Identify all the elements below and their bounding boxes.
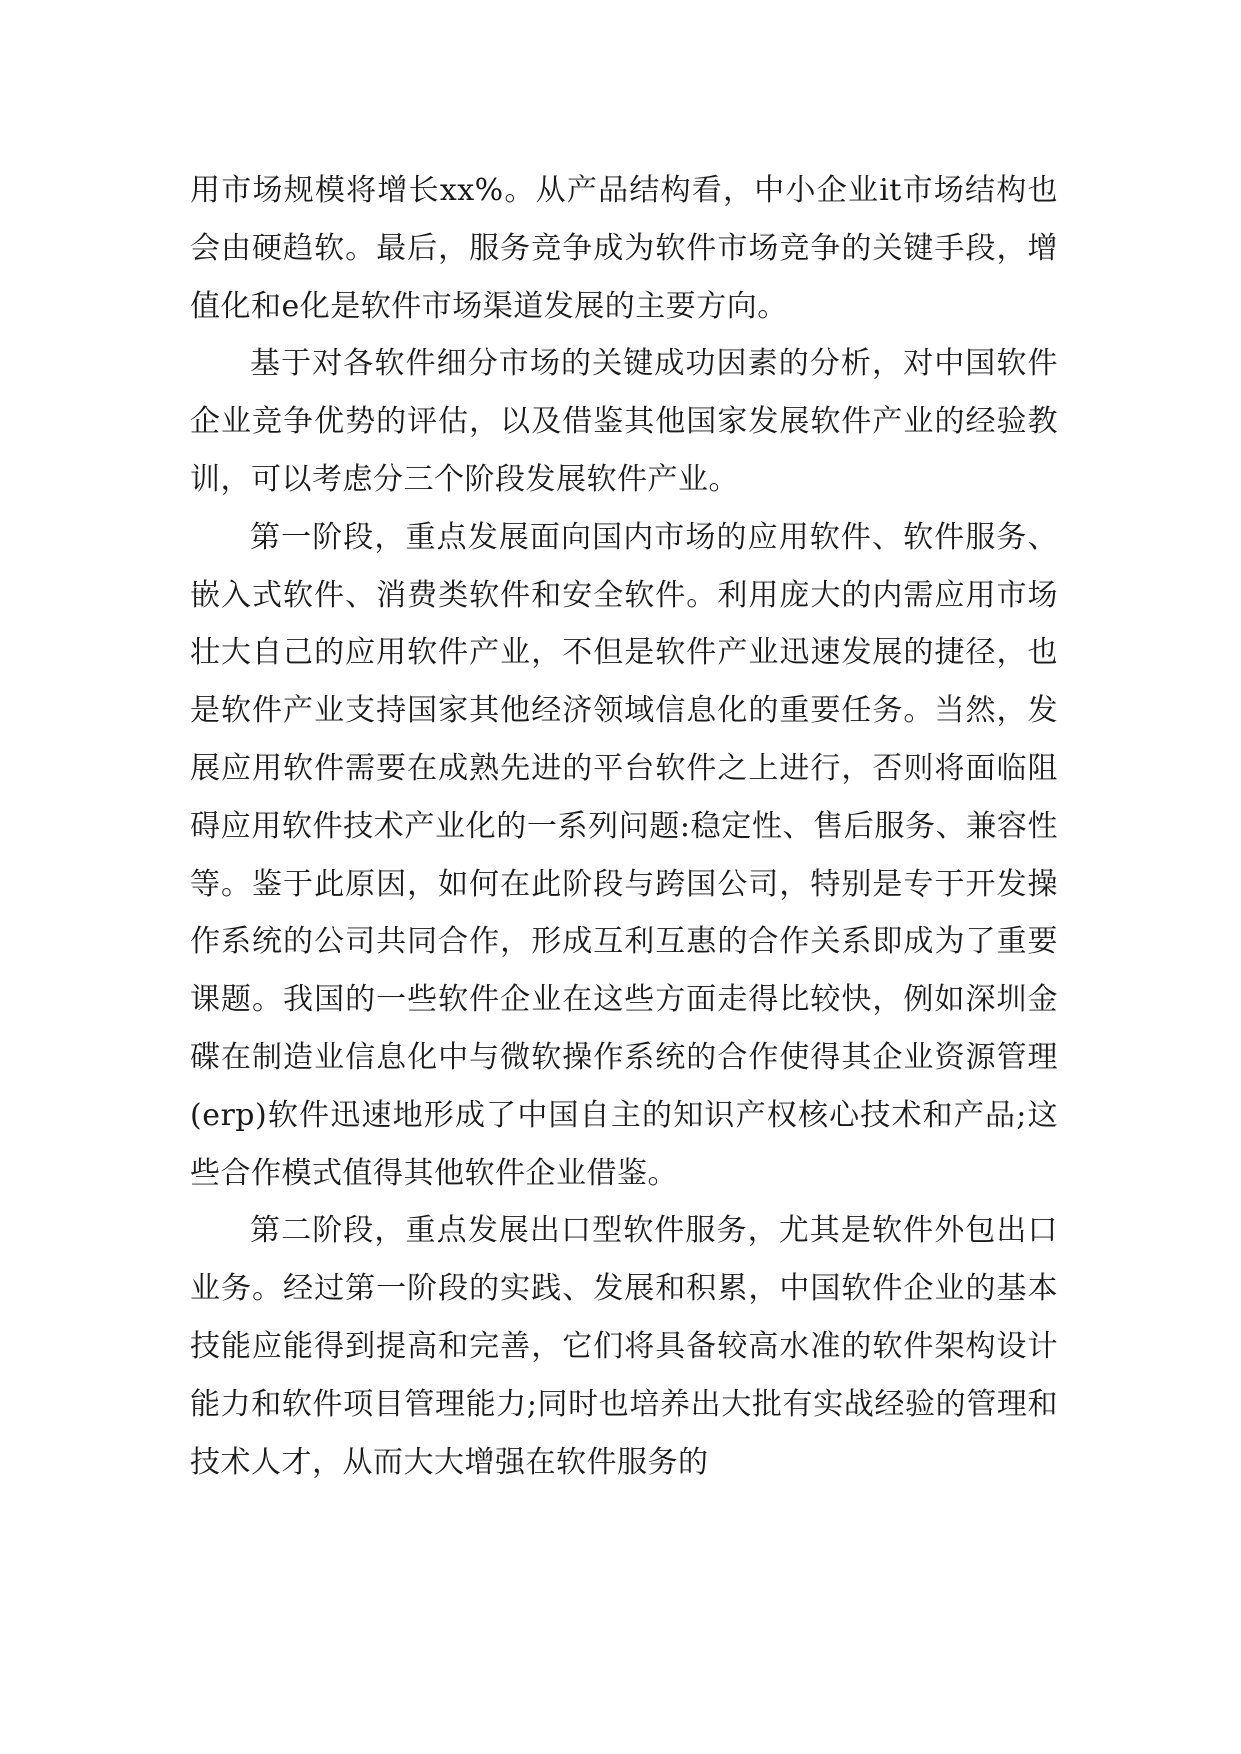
paragraph-2: 基于对各软件细分市场的关键成功因素的分析，对中国软件企业竞争优势的评估，以及借鉴其他国家发展软件产业的经验教训，可以考虑分三个阶段发展软件产业。	[190, 346, 1058, 497]
paragraph-4: 第二阶段，重点发展出口型软件服务，尤其是软件外包出口业务。经过第一阶段的实践、发展和积累，中国软件企业的基本技能应能得到提高和完善，它们将具备较高水准的软件架构设计能力和软件项目管理能力;同时也培养出大批有实战经验的管理和技术人才，从而大大增强在软件服务的	[190, 1213, 1058, 1480]
document-body	[190, 162, 1058, 1491]
paragraph-3: 第一阶段，重点发展面向国内市场的应用软件、软件服务、嵌入式软件、消费类软件和安全软件。利用庞大的内需应用市场壮大自己的应用软件产业，不但是软件产业迅速发展的捷径，也是软件产业支持国家其他经济领域信息化的重要任务。当然，发展应用软件需要在成熟先进的平台软件之上进行，否则将面临阻碍应用软件技术产业化的一系列问题:稳定性、售后服务、兼容性等。鉴于此原因，如何在此阶段与跨国公司，特别是专于开发操作系统的公司共同合作，形成互利互惠的合作关系即成为了重要课题。我国的一些软件企业在这些方面走得比较快，例如深圳金碟在制造业信息化中与微软操作系统的合作使得其企业资源管理(erp)软件迅速地形成了中国自主的知识产权核心技术和产品;这些合作模式值得其他软件企业借鉴。	[190, 519, 1058, 1191]
paragraph-1: 用市场规模将增长xx%。从产品结构看，中小企业it市场结构也会由硬趋软。最后，服务竞争成为软件市场竞争的关键手段，增值化和e化是软件市场渠道发展的主要方向。	[190, 173, 1058, 324]
